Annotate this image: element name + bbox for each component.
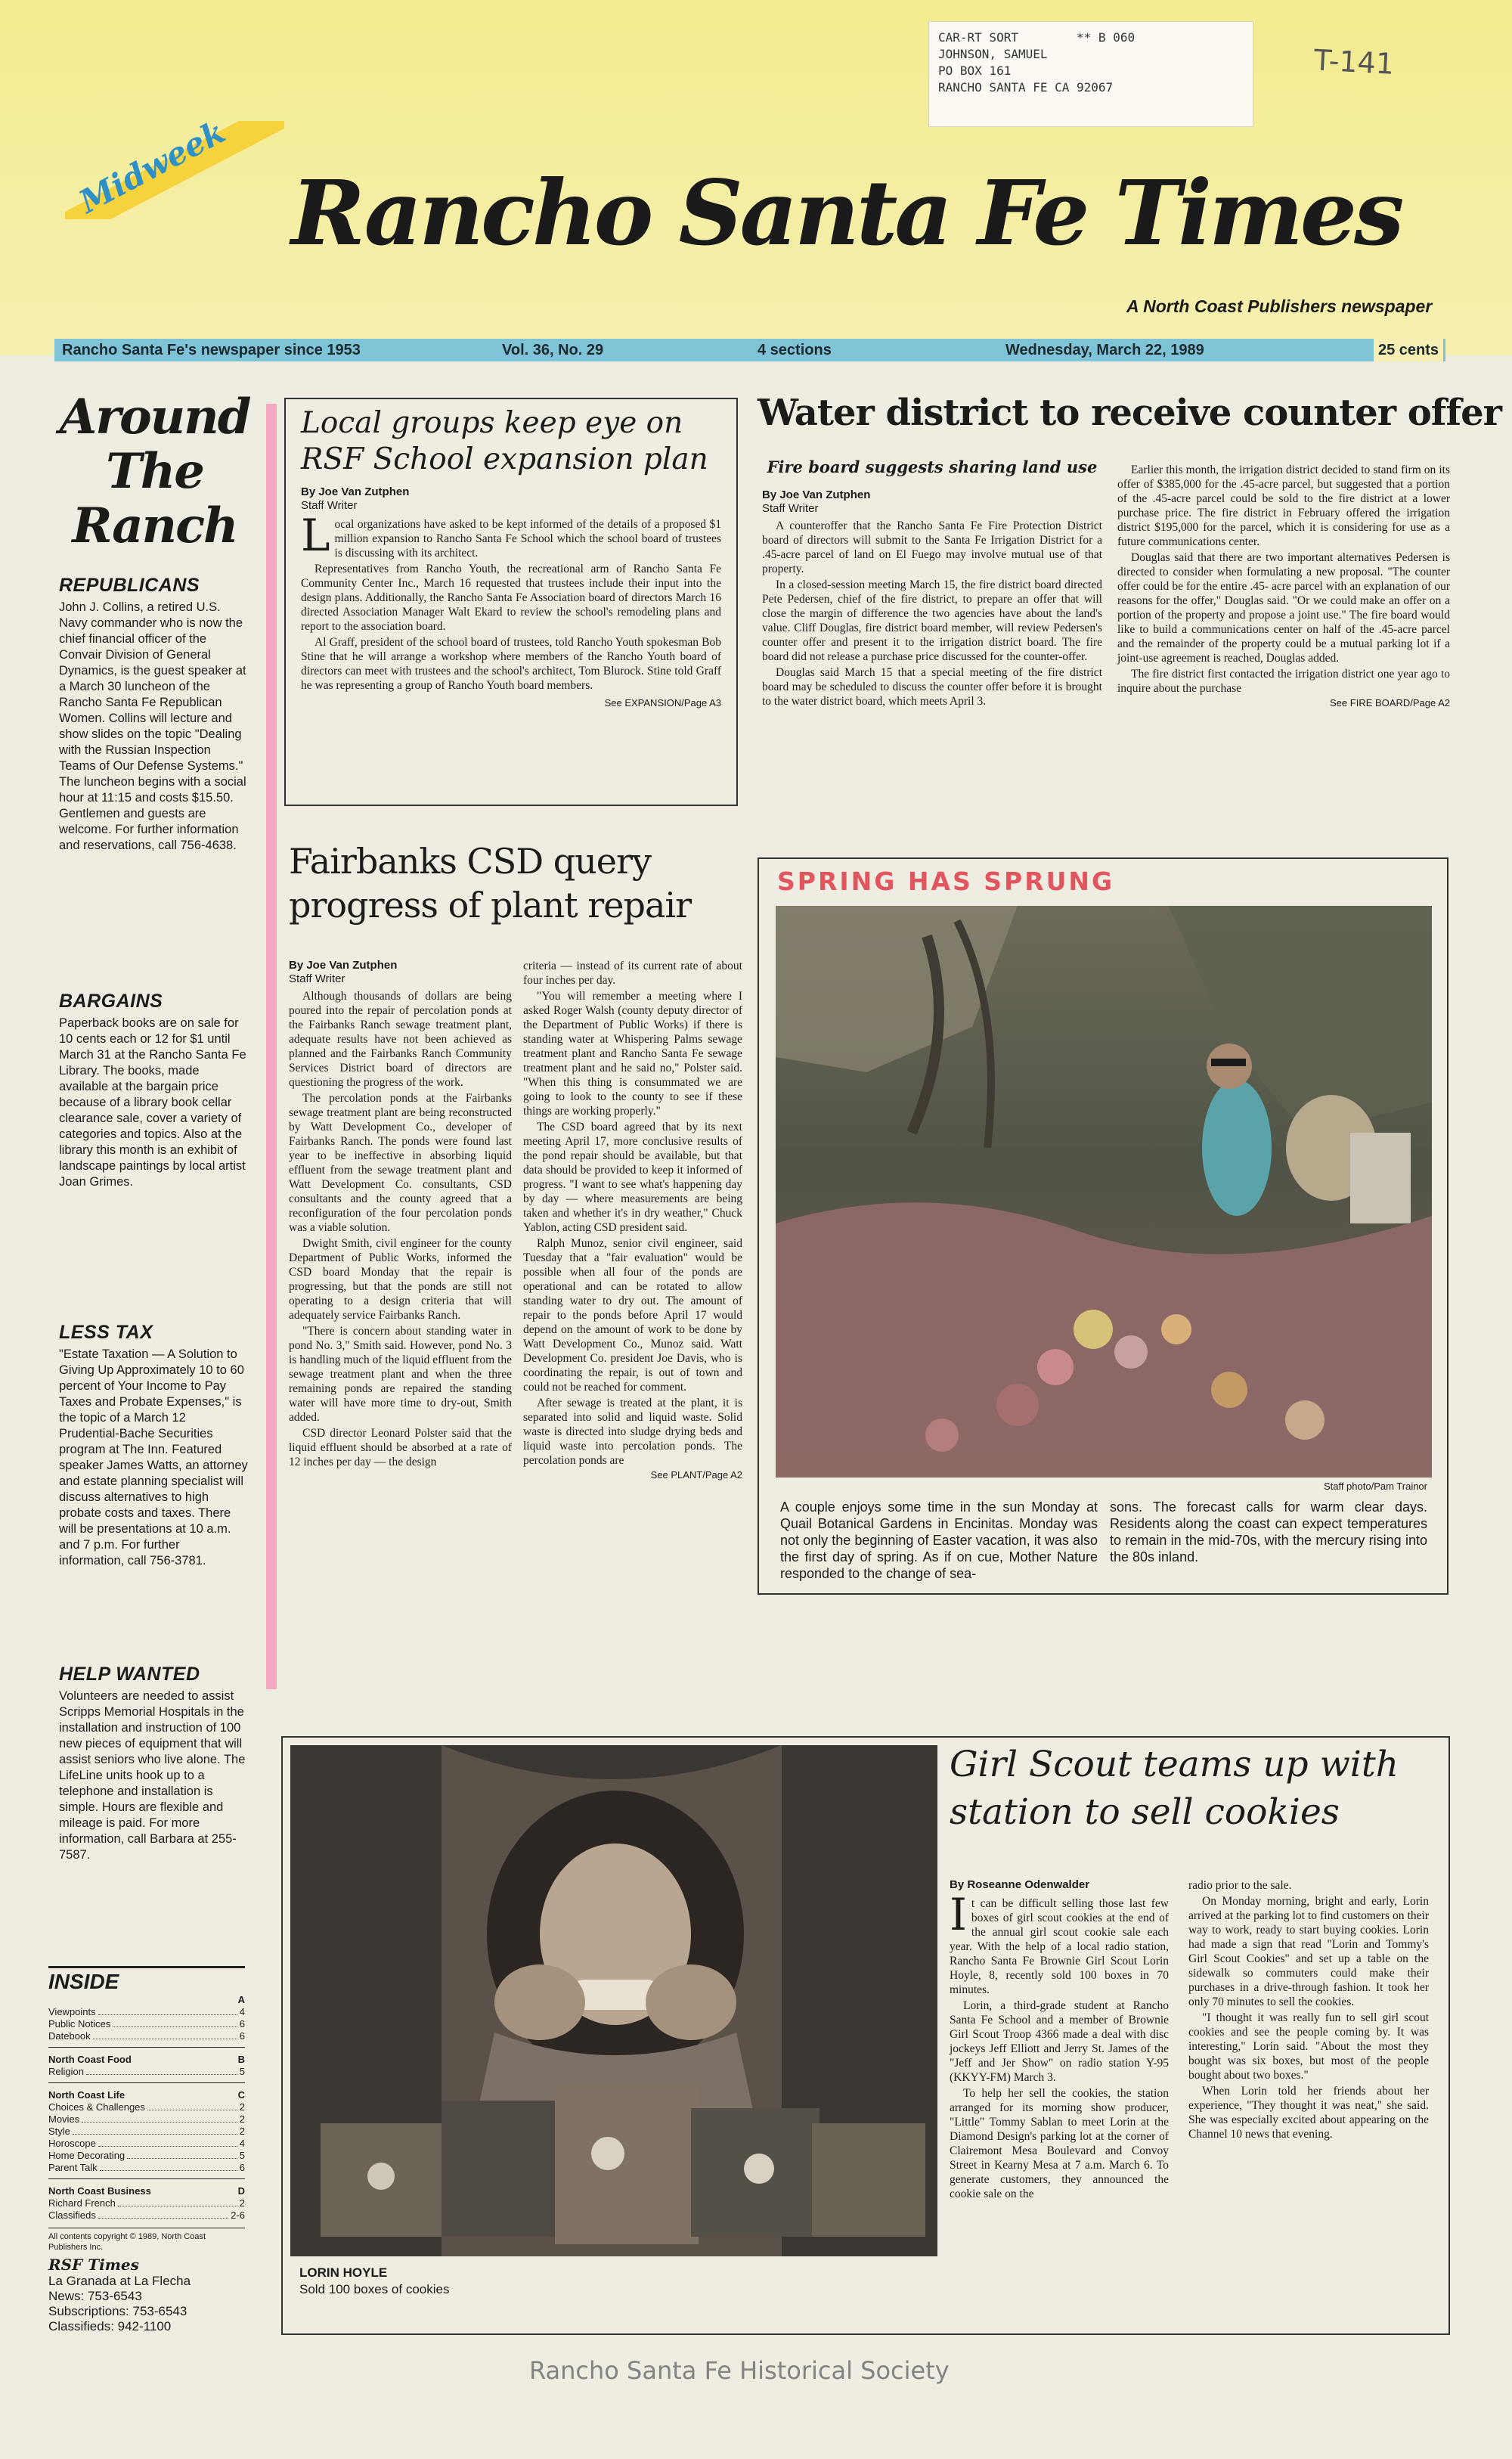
midweek-badge-text: Midweek [73, 113, 231, 221]
leader-dots [118, 2197, 237, 2206]
inside-row-page: 2-6 [231, 2209, 245, 2221]
inside-row-page: 6 [239, 2162, 245, 2173]
sidebar-title-line: Around [59, 389, 250, 445]
inside-group-letter: B [237, 2054, 245, 2065]
inside-group-letter: A [237, 1994, 245, 2005]
story-school-paragraph: Representatives from Rancho Youth, the recreational arm of Rancho Santa Fe Community Center Inc., March 16 requested that trustees include their input into the design plans. Additionally, the Rancho Santa Fe Association board of directors March 16 directed Association Manager Walt Ekard to review the school's remodeling plans and report to the association board. [301, 563, 721, 633]
scout-photo-frame [281, 1736, 1450, 2335]
leader-dots [73, 2126, 237, 2135]
sidebar-item-bargains [59, 991, 248, 1190]
inside-row-label: Choices & Challenges [48, 2101, 145, 2113]
inside-row [48, 2209, 245, 2222]
story-csd-paragraph: criteria — instead of its current rate of about four inches per day. [523, 960, 742, 987]
story-school-headline: Local groups keep eye on RSF School expansion plan [301, 406, 708, 476]
inside-row-label: Movies [48, 2113, 80, 2125]
sidebar-item-body: Paperback books are on sale for 10 cents each or 12 for $1 until March 31 at the Rancho Santa Fe Library. The books, made available at the bargain price because of a library book cellar clearance sale, cover a variety of categories and topics. Also at the library this month is an exhibit of landscape paintings by local artist Joan Grimes. [59, 1016, 246, 1189]
inside-row-page: 2 [239, 2101, 245, 2113]
sidebar-item-heading: REPUBLICANS [59, 575, 200, 596]
strip-sections: 4 sections [758, 342, 832, 358]
story-csd-paragraph: "You will remember a meeting where I asked Roger Walsh (county deputy director of the Department of Public Works) if there is standing water at Whispering Palms sewage treatment plant and Rancho Santa Fe sewage treatment plant and he said no," Polster said. "When this thing is consummated we are going to look to the county to see if these things are working properly." [523, 990, 742, 1118]
leader-dots [98, 2006, 237, 2015]
story-scout-paragraph: On Monday morning, bright and early, Lorin arrived at the parking lot to find customers on their way to work, ready to start buying cookies. Lorin had made a sign that read "Lorin and Tommy's Girl Scout Cookies" and set up a table on the sidewalk so commuters could make their purchases in a drive-through fashion. It took her only 70 minutes to sell the cookies. [1188, 1895, 1429, 2008]
inside-group-name: North Coast Life [48, 2089, 125, 2101]
story-csd-paragraph: Ralph Munoz, senior civil engineer, said Tuesday that a "fair evaluation" would be possible when all four of the ponds are operational and can be rotated to allow standing water to dry out. The amount of repair to the ponds before April 17 would depend on the amount of work to be done by Watt Development Co., Munoz said. Watt Development Co. president Joe Davis, who is coordinating the repair, is out of town and could not be reached for comment. [523, 1237, 742, 1394]
handwritten-note: T-141 [1312, 43, 1396, 81]
masthead-tagline: A North Coast Publishers newspaper [1126, 296, 1433, 316]
story-scout-paragraph: Lorin, a third-grade student at Rancho Santa Fe School and a member of Brownie Girl Scout Troop 4366 made a deal with disc jockeys Jeff Elliott and Jerry St. James of the "Jeff and Jer Show" on radio station Y-95 (KKYY-FM) March 3. [950, 1999, 1169, 2084]
inside-row [48, 2030, 245, 2042]
inside-group [48, 2178, 245, 2222]
mailing-label-line: CAR-RT SORT ** B 060 [938, 30, 1136, 45]
inside-group-letter: C [237, 2089, 245, 2101]
story-scout-paragraph: "I thought it was really fun to sell girl scout cookies and see the people coming by. It was interesting," Lorin said. "About the most they bought was six boxes, but most of the people bought about two boxes." [1188, 2011, 1429, 2082]
story-scout-headline: Girl Scout teams up with station to sell cookies [950, 1744, 1399, 1833]
story-csd-byline: By Joe Van Zutphen [289, 959, 398, 972]
spring-caption-col1: A couple enjoys some time in the sun Monday at Quail Botanical Gardens in Encinitas. Monday was not only the beginning of Easter vacation, it was also the first day of spring. As if on cue, Mother Nature responded to the change of sea- [780, 1499, 1098, 1581]
inside-row-page: 2 [239, 2113, 245, 2125]
inside-row-page: 4 [239, 2138, 245, 2149]
story-csd-paragraph: After sewage is treated at the plant, it is separated into solid and liquid waste. Solid waste is directed into sludge drying beds and liquid waste into percolation ponds. The percolation ponds are [523, 1397, 742, 1467]
story-scout-paragraph: radio prior to the sale. [1188, 1879, 1292, 1892]
scout-photo-caption: Sold 100 boxes of cookies [299, 2282, 450, 2296]
leader-dots [86, 2066, 237, 2075]
spring-photo [776, 906, 1432, 1478]
sidebar-item-body: John J. Collins, a retired U.S. Navy commander who is now the chief financial officer of the Convair Division of General Dynamics, is the guest speaker at a March 30 luncheon of the Rancho Santa Fe Republican Women. Collins will lecture and show slides on the topic "Dealing with the Russian Inspection Teams of Our Defense Systems." The luncheon begins with a social hour at 11:15 and costs $15.50. Gentlemen and guests are welcome. For further information and reservations, call 756-4638. [59, 600, 246, 852]
inside-row-label: Home Decorating [48, 2150, 125, 2161]
inside-row [48, 2018, 245, 2030]
inside-row [48, 2138, 245, 2150]
story-scout-paragraph: When Lorin told her friends about her experience, "They thought it was neat," she said. She was especially excited about appearing on the Channel 10 news that evening. [1188, 2085, 1429, 2141]
sidebar-item-heading: HELP WANTED [59, 1664, 200, 1685]
spring-banner: SPRING HAS SPRUNG [777, 867, 1115, 896]
story-scout-byline: By Roseanne Odenwalder [950, 1878, 1090, 1891]
inside-index [48, 1966, 245, 2334]
story-scout-col2 [1188, 1878, 1429, 2143]
inside-row [48, 2150, 245, 2162]
sidebar-item-body: Volunteers are needed to assist Scripps Memorial Hospitals in the installation and instruction of 100 new pieces of equipment that will assist seniors who live alone. The LifeLine units hook up to a telephone and installation is simple. Hours are flexible and mileage is paid. For more information, call Barbara at 255-7587. [59, 1689, 246, 1862]
leader-dots [98, 2209, 228, 2219]
contact-address: La Granada at La Flecha [48, 2274, 191, 2288]
story-csd-paragraph: "There is concern about standing water in pond No. 3," Smith said. However, pond No. 3 is handling much of the liquid effluent from the sewage treatment plant and when the three remaining ponds are repaired the standing water will have more time to dry-out, Smith added. [289, 1325, 513, 1424]
leader-dots [100, 2162, 237, 2171]
sidebar-item-heading: BARGAINS [59, 991, 163, 1012]
mailing-label-line: PO BOX 161 [938, 64, 1012, 78]
sidebar-title-line: The [106, 443, 203, 500]
story-water-subhead: Fire board suggests sharing land use [767, 457, 1098, 476]
midweek-badge [65, 113, 284, 221]
inside-group-header [48, 2054, 245, 2066]
scout-photo [290, 1745, 937, 2256]
inside-row-label: Classifieds [48, 2209, 96, 2221]
pink-rule [266, 404, 277, 1689]
inside-row-label: Horoscope [48, 2138, 96, 2149]
story-water-paragraph: Earlier this month, the irrigation district decided to stand firm on its offer of $385,000 for the .45-acre parcel, but suggested that a portion of the .45-acre parcel could be sold to the fire district at a lower purchase price. The fire district in February offered the irrigation district $195,000 for the parcel, which it is considering for use as a future communications center. [1117, 464, 1450, 548]
sidebar-item-body: "Estate Taxation — A Solution to Giving Up Approximately 10 to 60 percent of Your Income to Pay Taxes and Probate Expenses," is the topic of a March 12 Prudential-Bache Securities program at The Inn. Featured speaker James Watts, an attorney and estate planning specialist will discuss alternatives to high probate costs and taxes. There will be presentations at 10 a.m. and 7 p.m. For further information, call 756-3781. [59, 1347, 248, 1567]
inside-group-header [48, 2185, 245, 2197]
sidebar-title-line: Ranch [72, 498, 237, 554]
inside-group-header [48, 2089, 245, 2101]
story-school-byline: By Joe Van Zutphen [301, 485, 410, 498]
story-water-col2 [1117, 463, 1450, 709]
story-school-paragraph: Al Graff, president of the school board of trustees, told Rancho Youth spokesman Bob Stine that he will arrange a workshop where members of the Rancho Youth board of directors can meet with trustees and the school's architect, Tom Blurock. Stine told Graff he was representing a group of Rancho Youth board members. [301, 636, 721, 692]
story-csd-paragraph: Dwight Smith, civil engineer for the county Department of Public Works, informed the CSD board Monday that the repair is progressing, but that the ponds are still not operating to a design criteria that will adequately service Fairbanks Ranch. [289, 1237, 512, 1322]
story-csd-col1 [289, 959, 512, 1471]
story-csd-paragraph: Although thousands of dollars are being poured into the repair of percolation ponds at the Fairbanks Ranch sewage treatment plant, adequate results have not been achieved as planned and the Fairbanks Ranch Community Services District board of directors are questioning the progress of the work. [289, 990, 512, 1089]
story-school-box [284, 398, 738, 806]
mailing-label [928, 21, 1253, 127]
sidebar-item-republicans [59, 575, 248, 854]
story-water-role: Staff Writer [762, 502, 819, 515]
leader-dots [98, 2138, 237, 2147]
story-water-jump: See FIRE BOARD/Page A2 [1330, 697, 1450, 709]
story-scout-paragraph: To help her sell the cookies, the station arranged for its morning show producer, "Little" Tommy Sablan to meet Lorin at the Diamond Design's parking lot at the corner of Clairemont Mesa Boulevard and Convoy Street in Kearny Mesa at 7 a.m. March 6. To generate customers, they announced the cookie sale on the [950, 2087, 1169, 2200]
inside-row-label: Richard French [48, 2197, 116, 2209]
inside-row-page: 5 [239, 2150, 245, 2161]
leader-dots [82, 2113, 237, 2123]
copyright: All contents copyright © 1989, North Coast Publishers Inc. [48, 2228, 245, 2253]
masthead-strip [54, 339, 1445, 361]
inside-row-page: 6 [239, 2030, 245, 2042]
strip-price: 25 cents [1374, 339, 1443, 361]
inside-group [48, 1994, 245, 2042]
inside-row-page: 2 [239, 2126, 245, 2137]
leader-dots [127, 2150, 237, 2159]
inside-row-label: Datebook [48, 2030, 91, 2042]
story-csd-col2 [523, 959, 742, 1481]
strip-date: Wednesday, March 22, 1989 [1005, 342, 1204, 358]
strip-volume: Vol. 36, No. 29 [502, 342, 604, 358]
sidebar-item-less-tax [59, 1322, 248, 1569]
inside-group-letter: D [237, 2185, 245, 2197]
inside-group [48, 2047, 245, 2078]
inside-group-name: North Coast Food [48, 2054, 132, 2065]
inside-row-label: Viewpoints [48, 2006, 96, 2017]
inside-row [48, 2162, 245, 2174]
inside-row-page: 4 [239, 2006, 245, 2017]
inside-row-page: 2 [239, 2197, 245, 2209]
inside-row-label: Religion [48, 2066, 84, 2077]
inside-row-label: Style [48, 2126, 70, 2137]
spring-photo-frame [758, 857, 1448, 1595]
spring-caption-col2: sons. The forecast calls for warm clear days. Residents along the coast can expect temperatures to remain in the mid-70s, with the mercury rising into the 80s inland. [1110, 1499, 1427, 1564]
story-csd-paragraph: CSD director Leonard Polster said that the liquid effluent should be absorbed at a rate of 12 inches per day — the design [289, 1427, 512, 1468]
scout-photo-name: LORIN HOYLE [299, 2265, 388, 2280]
story-scout-col1 [950, 1878, 1169, 2203]
spring-photo-credit: Staff photo/Pam Trainor [1323, 1481, 1427, 1492]
story-scout-paragraph: It can be difficult selling those last few boxes of girl scout cookies at the end of the annual girl scout cookie sale each year. With the help of a local radio station, Rancho Santa Fe Brownie Girl Scout Lorin Hoyle, 8, recently sold 100 boxes in 70 minutes. [950, 1889, 1169, 1996]
inside-row-label: Parent Talk [48, 2162, 98, 2173]
strip-since: Rancho Santa Fe's newspaper since 1953 [62, 342, 361, 358]
leader-dots [147, 2101, 237, 2110]
story-water-byline: By Joe Van Zutphen [762, 488, 871, 501]
story-water-paragraph: The fire district first contacted the irrigation district one year ago to inquire about the purchase [1117, 668, 1450, 695]
sidebar-item-help-wanted [59, 1664, 248, 1863]
sidebar-item-heading: LESS TAX [59, 1322, 153, 1343]
story-csd-headline: Fairbanks CSD query progress of plant repair [289, 841, 692, 926]
contact-phone: Classifieds: 942-1100 [48, 2319, 172, 2333]
inside-row [48, 2197, 245, 2209]
story-water-headline: Water district to receive counter offer [758, 392, 1501, 434]
inside-row [48, 2101, 245, 2113]
story-csd-role: Staff Writer [289, 972, 345, 985]
story-csd-jump: See PLANT/Page A2 [650, 1469, 742, 1481]
mailing-label-line: RANCHO SANTA FE CA 92067 [938, 80, 1114, 95]
inside-row-page: 6 [239, 2018, 245, 2030]
contact-phone: News: 753-6543 [48, 2289, 142, 2303]
leader-dots [93, 2030, 237, 2039]
contact-paper-name: RSF Times [48, 2256, 139, 2274]
story-csd-paragraph: The percolation ponds at the Fairbanks sewage treatment plant are being reconstructed by Watt Development Co., developer of Fairbanks Ranch. The ponds were found last year to be ineffective in absorbing liquid effluent from the sewage treatment plant and Watt Development Co. consultants, CSD consultants and the county agreed that a reconfiguration of the four percolation ponds was a viable solution. [289, 1092, 512, 1234]
inside-group-name: North Coast Business [48, 2185, 151, 2197]
story-water-paragraph: Douglas said that there are two important alternatives Pedersen is directed to consider when formulating a new proposal. "The counter offer could be for the entire .45- acre parcel with an explanation of our reasons for the offer," Douglas said. "Or we could make an offer on a portion of the property and propose a joint use." The fire board would like to build a communications center on half of the .45-acre parcel and the remainder of the property could be a mutual parking lot if a joint-use agreement is reached, Douglas added. [1117, 551, 1450, 665]
story-school-paragraph: Local organizations have asked to be kept informed of the details of a proposed $1 million expansion to Rancho Santa Fe School which the school board of trustees is discussing with its architect. [301, 510, 721, 561]
inside-row-label: Public Notices [48, 2018, 111, 2030]
story-water-col1 [762, 457, 1102, 710]
story-school-jump: See EXPANSION/Page A3 [604, 697, 721, 709]
watermark: Rancho Santa Fe Historical Society [529, 2356, 950, 2385]
story-school-role: Staff Writer [301, 499, 358, 512]
inside-row [48, 2126, 245, 2138]
story-water-paragraph: A counteroffer that the Rancho Santa Fe Fire Protection District board of directors will submit to the Santa Fe Irrigation District for a .45-acre parcel of land on El Fuego may involve mutual use of that property. [762, 519, 1102, 575]
story-water-paragraph: In a closed-session meeting March 15, the fire district board directed Pete Pedersen, chief of the fire district, to prepare an offer that will close the margin of difference the two agencies have about the land's value. Cliff Douglas, fire district board member, will review Pedersen's counter offer and present it to the irrigation district board. The fire board did not release a purchase price discussed for the counter-offer. [762, 578, 1102, 663]
inside-row [48, 2006, 245, 2018]
inside-row [48, 2113, 245, 2126]
story-water-paragraph: Douglas said March 15 that a special meeting of the fire district board may be scheduled to discuss the counter offer before it is brought to the water district board, which meets April 3. [762, 666, 1102, 708]
inside-title: INSIDE [48, 1966, 245, 1994]
masthead-title: Rancho Santa Fe Times [291, 160, 1402, 265]
inside-group [48, 2082, 245, 2174]
leader-dots [113, 2018, 237, 2027]
inside-group-header [48, 1994, 245, 2006]
around-the-ranch-sidebar [54, 390, 255, 554]
story-csd-paragraph: The CSD board agreed that by its next meeting April 17, more conclusive results of the pond repair should be available, but that data should be provided to keep it informed of progress. "I want to see what's happening day by day — where measurements are being taken and whether it's in dry weather," Chuck Yablon, acting CSD president said. [523, 1121, 742, 1234]
mailing-label-line: JOHNSON, SAMUEL [938, 47, 1048, 61]
contact-phone: Subscriptions: 753-6543 [48, 2304, 187, 2318]
sidebar-title [54, 390, 255, 554]
inside-row-page: 5 [239, 2066, 245, 2077]
inside-row [48, 2066, 245, 2078]
